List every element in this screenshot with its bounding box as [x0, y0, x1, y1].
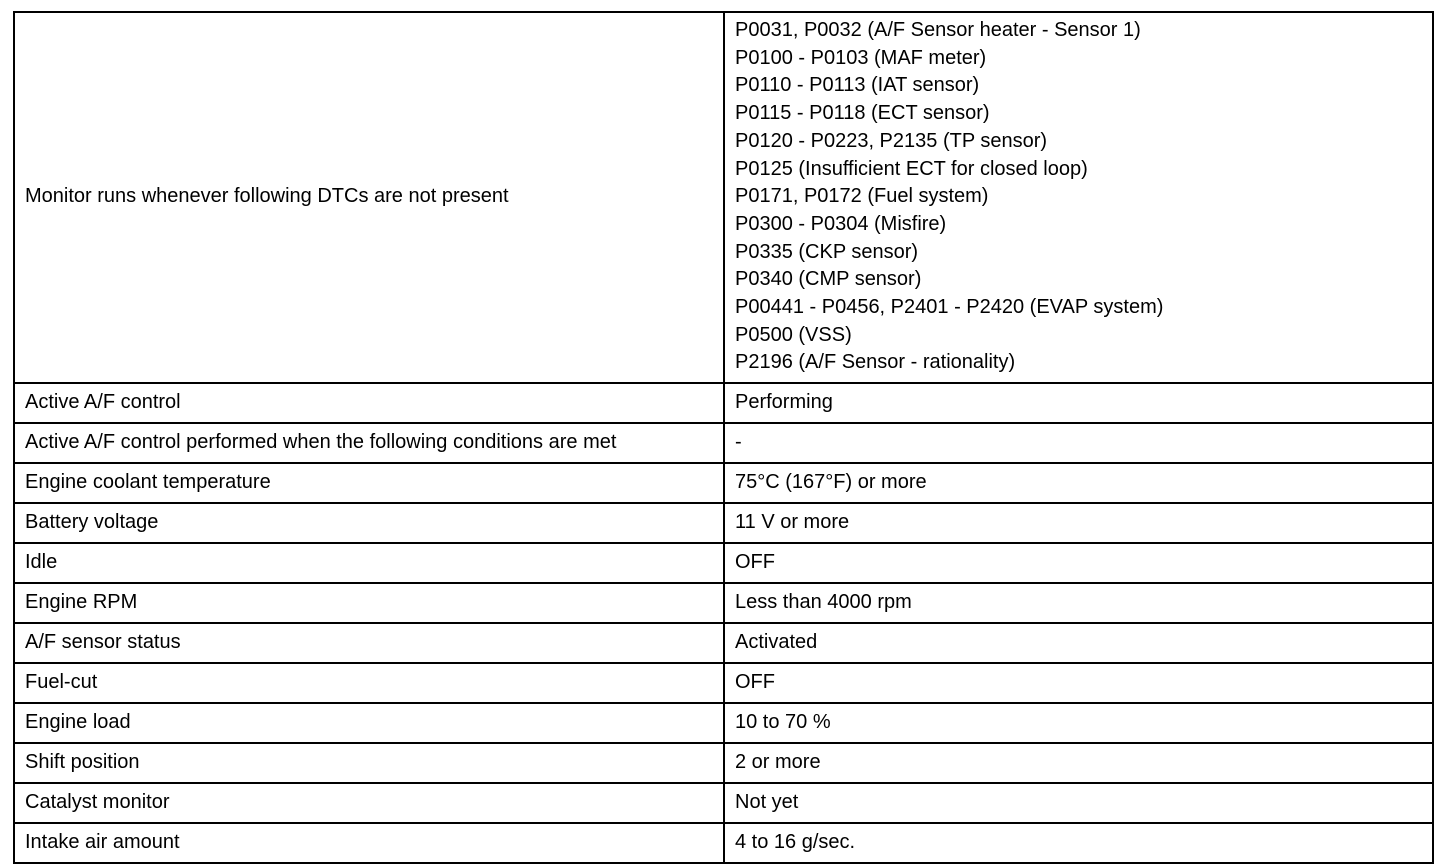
row-label: Intake air amount [14, 823, 724, 863]
row-value: 4 to 16 g/sec. [724, 823, 1433, 863]
table-row [14, 583, 1433, 623]
row-label: Fuel-cut [14, 663, 724, 703]
dtc-item: P0340 (CMP sensor) [735, 268, 922, 291]
table-row [14, 543, 1433, 583]
row-value: 10 to 70 % [724, 703, 1433, 743]
conditions-table [13, 11, 1434, 864]
row-label: Battery voltage [14, 503, 724, 543]
row-label: Active A/F control performed when the following conditions are met [14, 423, 724, 463]
row-label: Engine RPM [14, 583, 724, 623]
dtc-item: P0335 (CKP sensor) [735, 240, 919, 263]
table-row [14, 663, 1433, 703]
row-label: Shift position [14, 743, 724, 783]
table-row [14, 623, 1433, 663]
row-label: Engine coolant temperature [14, 463, 724, 503]
dtc-item: P0125 (Insufficient ECT for closed loop) [735, 157, 1088, 180]
dtc-item: P0031, P0032 (A/F Sensor heater - Sensor 1) [735, 19, 1141, 41]
table-row [14, 743, 1433, 783]
row-label: Catalyst monitor [14, 783, 724, 823]
row-value: OFF [724, 543, 1433, 583]
row-value: Activated [724, 623, 1433, 663]
dtc-item: P0300 - P0304 (Misfire) [735, 212, 947, 235]
dtc-item: P0500 (VSS) [735, 323, 852, 346]
table-row [14, 423, 1433, 463]
dtc-item: P0120 - P0223, P2135 (TP sensor) [735, 129, 1048, 152]
row-value: Not yet [724, 783, 1433, 823]
dtc-item: P0100 - P0103 (MAF meter) [735, 46, 987, 69]
row-label: A/F sensor status [14, 623, 724, 663]
dtc-item: P00441 - P0456, P2401 - P2420 (EVAP system) [735, 296, 1164, 319]
table-row [14, 383, 1433, 423]
dtc-item: P0171, P0172 (Fuel system) [735, 185, 989, 208]
dtc-row-label: Monitor runs whenever following DTCs are not present [14, 12, 724, 383]
row-value: OFF [724, 663, 1433, 703]
table-row-dtc [14, 12, 1433, 383]
row-value: 11 V or more [724, 503, 1433, 543]
row-value: 75°C (167°F) or more [724, 463, 1433, 503]
table-row [14, 503, 1433, 543]
row-label: Idle [14, 543, 724, 583]
row-value: Less than 4000 rpm [724, 583, 1433, 623]
table-row [14, 783, 1433, 823]
dtc-item: P2196 (A/F Sensor - rationality) [735, 351, 1016, 374]
row-value: 2 or more [724, 743, 1433, 783]
table-row [14, 463, 1433, 503]
table-row [14, 823, 1433, 863]
row-value: Performing [724, 383, 1433, 423]
table-row [14, 703, 1433, 743]
dtc-item: P0110 - P0113 (IAT sensor) [735, 74, 980, 97]
row-label: Engine load [14, 703, 724, 743]
row-label: Active A/F control [14, 383, 724, 423]
row-value: - [724, 423, 1433, 463]
dtc-item: P0115 - P0118 (ECT sensor) [735, 102, 990, 125]
dtc-list [724, 12, 1433, 383]
